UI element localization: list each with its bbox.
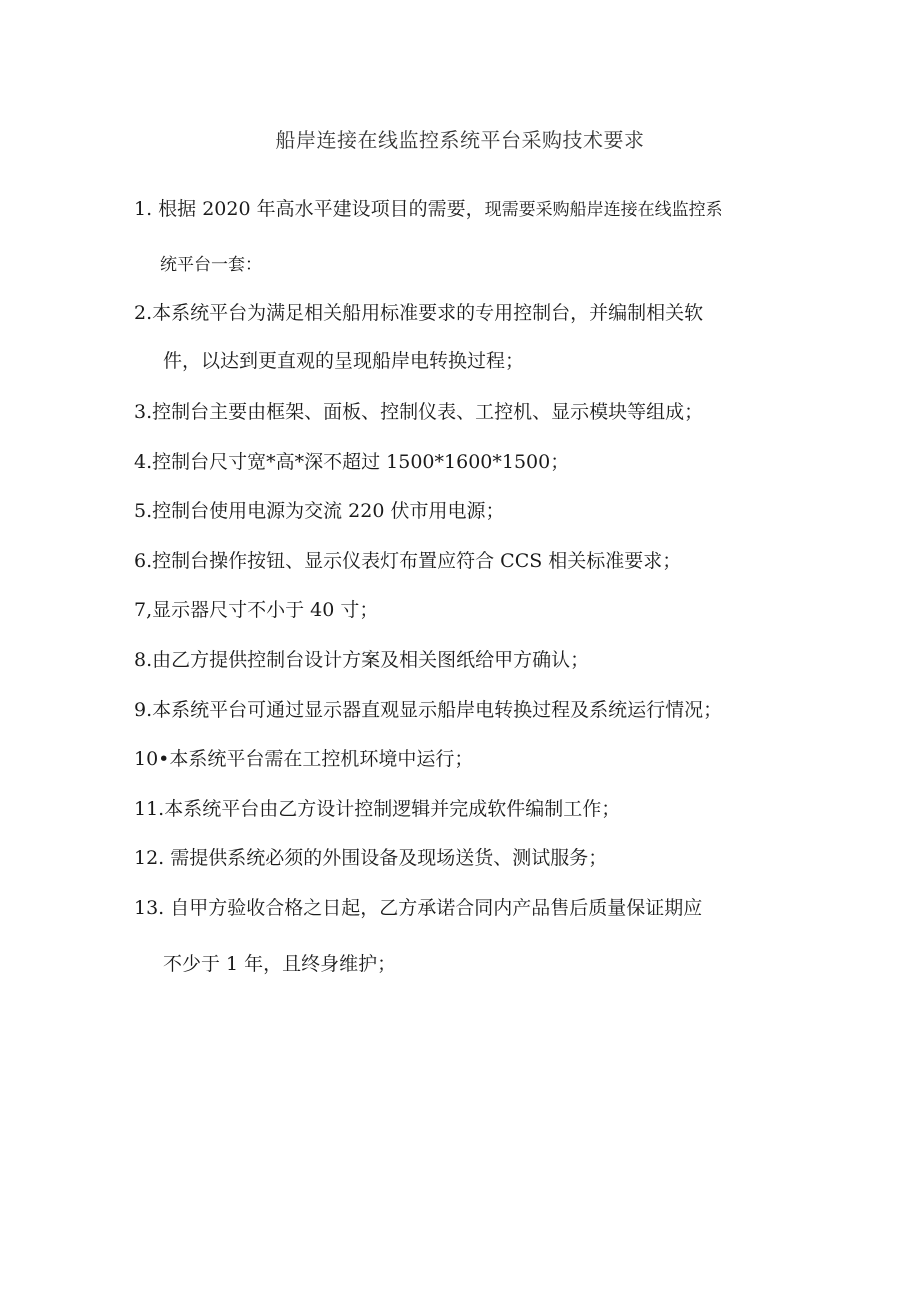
requirement-item-12-text: 12. 需提供系统必须的外围设备及现场送货、测试服务； xyxy=(134,847,608,869)
requirement-item-4 xyxy=(134,449,814,475)
requirement-item-5-text: 5.控制台使用电源为交流 220 伏市用电源； xyxy=(134,500,505,522)
requirement-item-1 xyxy=(134,196,814,278)
requirement-item-13-line-1: 13. 自甲方验收合格之日起，乙方承诺合同内产品售后质量保证期应 xyxy=(134,897,703,919)
requirement-item-11 xyxy=(134,796,814,822)
requirements-list xyxy=(134,190,814,977)
requirement-item-1-text-a: 1. 根据 2020 年高水平建设项目的需要， xyxy=(134,198,485,220)
requirement-item-11-text: 11.本系统平台由乙方设计控制逻辑并完成软件编制工作； xyxy=(134,798,621,820)
requirement-item-3 xyxy=(134,399,814,425)
requirement-item-6 xyxy=(134,548,814,574)
requirement-item-10 xyxy=(134,746,814,772)
requirement-item-7-text: 7,显示器尺寸不小于 40 寸； xyxy=(134,599,379,621)
requirement-item-9-text: 9.本系统平台可通过显示器直观显示船岸电转换过程及系统运行情况； xyxy=(134,699,723,721)
requirement-item-9 xyxy=(134,697,814,723)
requirement-item-2 xyxy=(134,300,814,374)
requirement-item-1-line-2: 统平台一套： xyxy=(160,255,262,275)
requirement-item-3-text: 3.控制台主要由框架、面板、控制仪表、工控机、显示模块等组成； xyxy=(134,401,704,423)
requirement-item-2-line-1: 2.本系统平台为满足相关船用标准要求的专用控制台，并编制相关软 xyxy=(134,302,704,324)
requirement-item-1-text-b: 现需要采购船岸连接在线监控系 xyxy=(484,200,723,220)
requirement-item-8 xyxy=(134,647,814,673)
requirement-item-13 xyxy=(134,895,814,977)
requirement-item-7 xyxy=(134,597,814,623)
requirement-item-2-line-2: 件，以达到更直观的呈现船岸电转换过程； xyxy=(163,350,525,372)
requirement-item-13-line-2: 不少于 1 年，且终身维护； xyxy=(163,953,397,975)
document-title: 船岸连接在线监控系统平台采购技术要求 xyxy=(275,128,645,152)
requirement-item-6-text: 6.控制台操作按钮、显示仪表灯布置应符合 CCS 相关标准要求； xyxy=(134,550,682,572)
requirement-item-4-text: 4.控制台尺寸宽*高*深不超过 1500*1600*1500； xyxy=(134,451,570,473)
requirement-item-10-text: 10•本系统平台需在工控机环境中运行； xyxy=(134,748,474,770)
requirement-item-8-text: 8.由乙方提供控制台设计方案及相关图纸给甲方确认； xyxy=(134,649,590,671)
requirement-item-1-line-1 xyxy=(134,196,814,222)
requirement-item-12 xyxy=(134,845,814,871)
requirement-item-5 xyxy=(134,498,814,524)
